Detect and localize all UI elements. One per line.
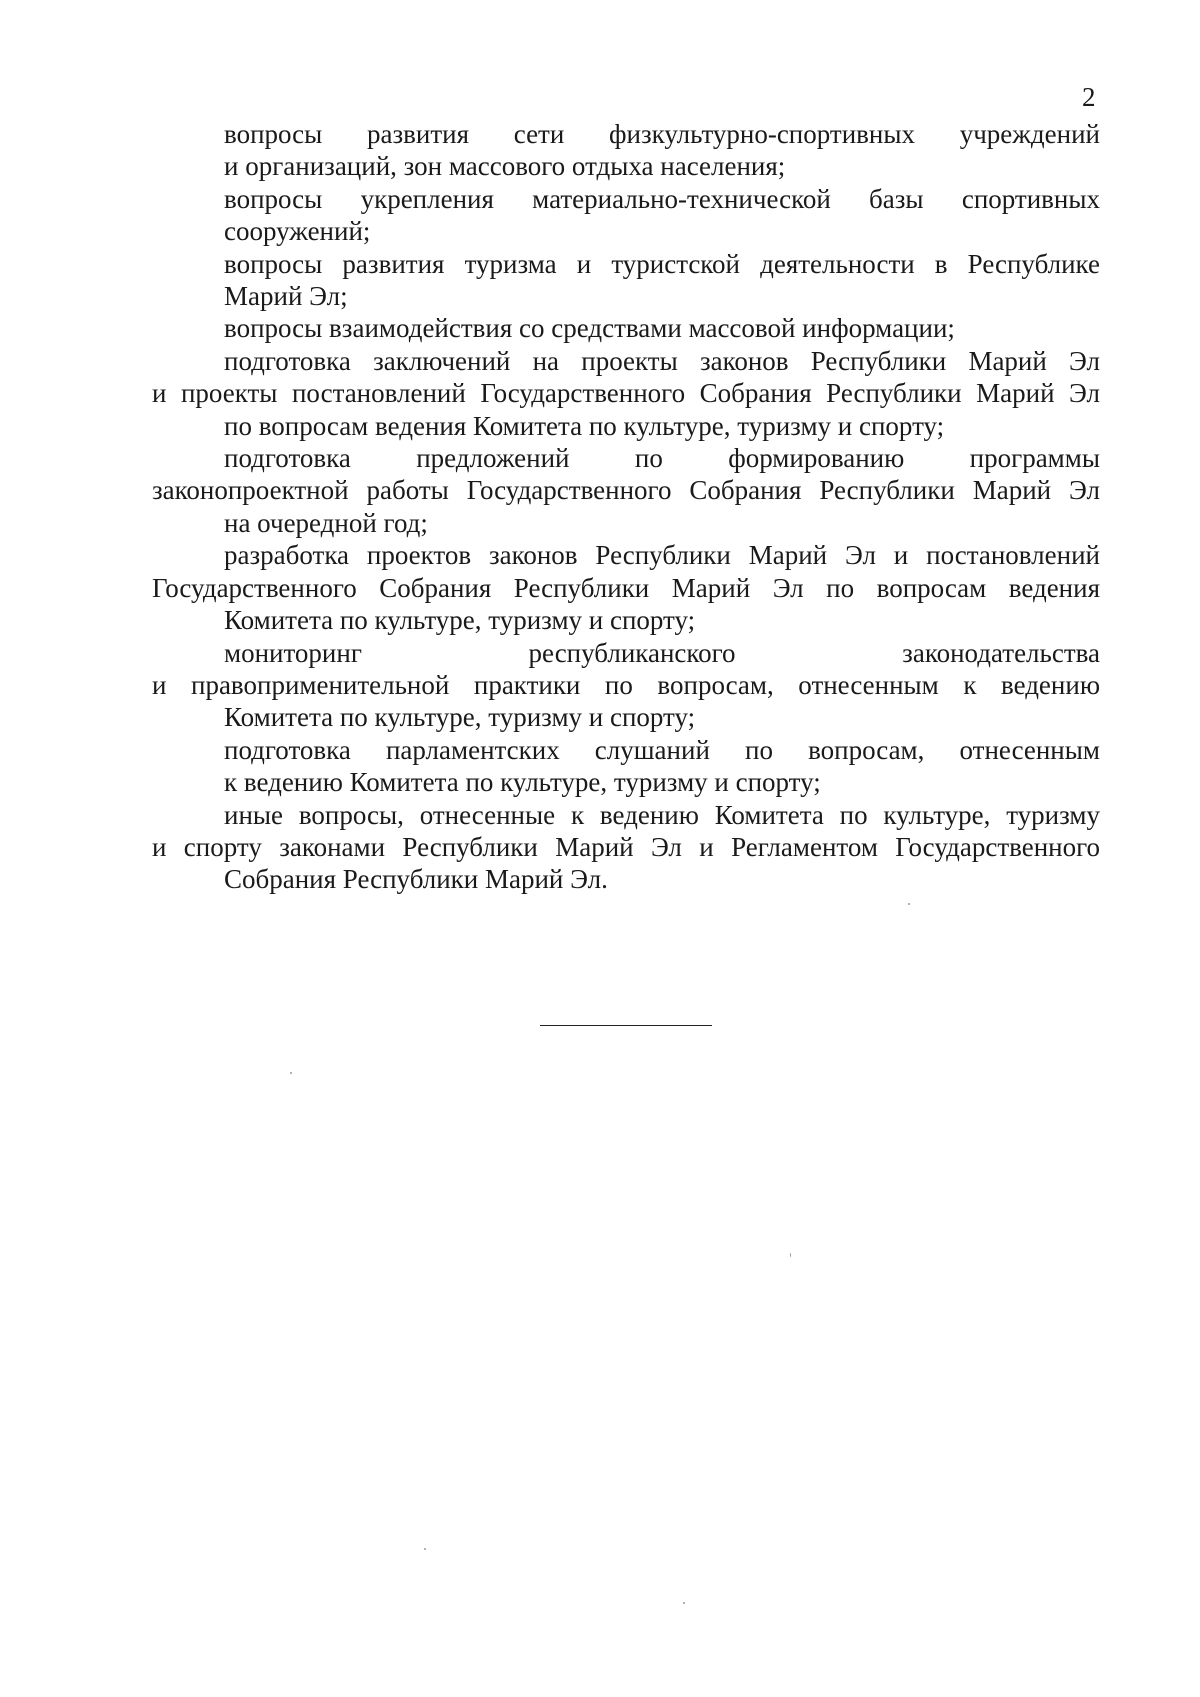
scan-speck [290, 1072, 292, 1074]
paragraph-line: подготовка парламентских слушаний по вопросам, отнесенным [224, 734, 1100, 765]
paragraph-sports-network [152, 118, 1100, 183]
paragraph-line: вопросы взаимодействия со средствами массовой информации; [224, 313, 955, 344]
paragraph-draft-laws [152, 539, 1100, 636]
paragraph-sports-facilities [152, 183, 1100, 248]
paragraph-line: иные вопросы, отнесенные к ведению Комитета по культуре, туризму [224, 799, 1100, 830]
paragraph-line: Собрания Республики Марий Эл. [224, 864, 608, 895]
paragraph-line: сооружений; [224, 216, 371, 247]
document-body [152, 118, 1100, 896]
scan-speck [790, 1253, 791, 1257]
scan-speck [908, 903, 910, 905]
page-number: 2 [1082, 82, 1096, 112]
paragraph-line: и проекты постановлений Государственного Собрания Республики Марий Эл [152, 378, 1100, 409]
paragraph-tourism [152, 248, 1100, 313]
paragraph-line: и правоприменительной практики по вопросам, отнесенным к ведению [152, 669, 1100, 700]
paragraph-line: мониторинг республиканского законодательства [224, 637, 1100, 668]
scan-speck [424, 1548, 426, 1550]
end-divider-line [540, 1025, 712, 1026]
paragraph-line: Государственного Собрания Республики Марий Эл по вопросам ведения [152, 572, 1100, 603]
paragraph-line: к ведению Комитета по культуре, туризму и спорту; [224, 767, 821, 798]
paragraph-hearings [152, 734, 1100, 799]
paragraph-line: Комитета по культуре, туризму и спорту; [224, 605, 696, 636]
paragraph-line: подготовка заключений на проекты законов Республики Марий Эл [224, 345, 1100, 376]
paragraph-line: вопросы развития сети физкультурно-спортивных учреждений [224, 119, 1100, 149]
paragraph-line: и организаций, зон массового отдыха населения; [224, 151, 786, 182]
paragraph-line: разработка проектов законов Республики Марий Эл и постановлений [224, 540, 1100, 571]
paragraph-program-proposals [152, 442, 1100, 539]
paragraph-monitoring [152, 637, 1100, 734]
paragraph-line: и спорту законами Республики Марий Эл и Регламентом Государственного [152, 831, 1100, 862]
paragraph-line: на очередной год; [224, 507, 428, 538]
paragraph-conclusions [152, 345, 1100, 442]
scan-speck [683, 1602, 685, 1604]
paragraph-line: вопросы укрепления материально-технической базы спортивных [224, 183, 1100, 214]
paragraph-line: законопроектной работы Государственного Собрания Республики Марий Эл [152, 475, 1100, 506]
paragraph-line: Комитета по культуре, туризму и спорту; [224, 702, 696, 733]
paragraph-line: по вопросам ведения Комитета по культуре, туризму и спорту; [224, 410, 945, 441]
paragraph-line: подготовка предложений по формированию программы [224, 443, 1100, 474]
paragraph-other-issues [152, 799, 1100, 896]
paragraph-media [152, 312, 1100, 344]
paragraph-line: Марий Эл; [224, 281, 348, 312]
paragraph-line: вопросы развития туризма и туристской деятельности в Республике [224, 248, 1100, 279]
